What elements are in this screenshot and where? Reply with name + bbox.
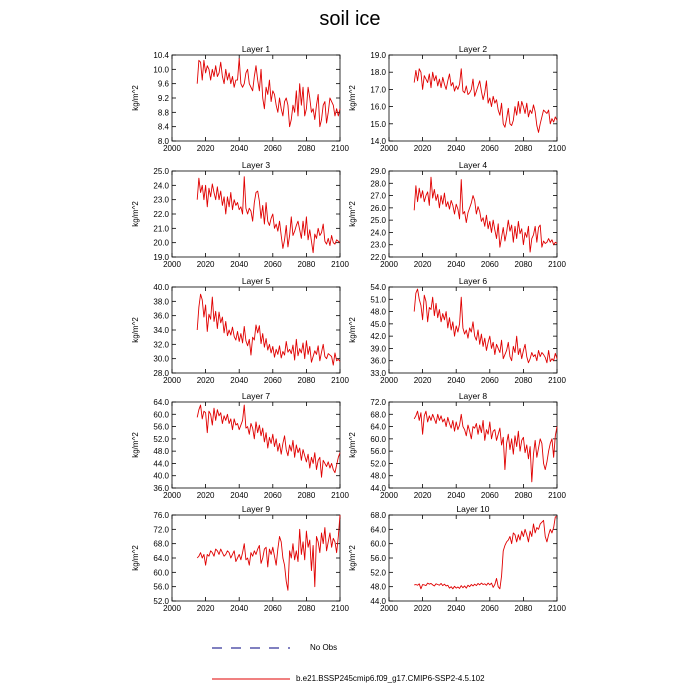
y-tick-label: 36.0 [370,356,386,366]
y-axis-label: kg/m^2 [131,201,140,227]
panel-title: Layer 10 [456,504,490,514]
panel-title: Layer 2 [458,44,488,54]
figure-title: soil ice [319,8,381,30]
y-tick-label: 60.0 [153,410,169,420]
y-tick-label: 19.0 [153,253,169,262]
x-tick-label: 2020 [413,260,432,269]
x-tick-label: 2000 [163,260,181,269]
x-tick-label: 2060 [480,260,499,269]
series-line [197,177,340,253]
x-tick-label: 2060 [263,376,282,385]
x-tick-label: 2040 [447,144,466,153]
legend-no-obs-swatch [212,645,292,651]
y-tick-label: 10.0 [153,65,169,75]
x-tick-label: 2000 [163,144,181,153]
x-tick-label: 2000 [380,491,398,500]
y-tick-label: 60.0 [153,568,169,578]
y-tick-label: 40.0 [153,283,169,292]
x-tick-label: 2020 [196,604,215,613]
y-tick-label: 27.0 [370,191,386,201]
y-tick-label: 52.0 [370,459,386,469]
y-tick-label: 64.0 [153,554,169,563]
y-tick-label: 9.2 [157,94,169,103]
panel-9 [131,504,349,613]
x-tick-label: 2040 [230,260,249,269]
y-tick-label: 23.0 [370,240,386,250]
series-line [197,515,340,590]
x-tick-label: 2040 [447,376,466,385]
y-tick-label: 18.0 [370,68,386,78]
x-tick-label: 2060 [263,144,282,153]
x-tick-label: 2080 [514,376,533,385]
y-tick-label: 68.0 [370,511,386,520]
x-tick-label: 2080 [297,144,316,153]
panel-title: Layer 9 [241,504,271,514]
series-line [414,289,557,363]
x-tick-label: 2060 [480,491,499,500]
x-tick-label: 2100 [331,491,349,500]
y-tick-label: 48.0 [370,307,386,317]
y-tick-label: 25.0 [370,216,386,226]
y-tick-label: 72.0 [370,398,386,407]
panel-title: Layer 5 [241,276,271,286]
x-tick-label: 2080 [297,260,316,269]
panel-title: Layer 4 [458,160,488,170]
x-tick-label: 2000 [163,604,181,613]
x-tick-label: 2040 [230,491,249,500]
x-tick-label: 2100 [548,491,566,500]
series-line [414,517,557,589]
y-tick-label: 25.0 [153,167,169,176]
x-tick-label: 2020 [413,376,432,385]
panel-frame [389,55,557,141]
y-tick-label: 21.0 [153,224,169,234]
panel-frame [172,402,340,488]
x-tick-label: 2060 [263,604,282,613]
x-tick-label: 2080 [514,260,533,269]
y-tick-label: 10.4 [153,51,169,60]
y-tick-label: 64.0 [153,398,169,407]
y-axis-label: kg/m^2 [348,201,357,227]
x-tick-label: 2020 [196,491,215,500]
panel-title: Layer 8 [458,391,488,401]
y-axis-label: kg/m^2 [131,317,140,343]
y-tick-label: 60.0 [370,434,386,444]
series-line [414,411,557,482]
x-tick-label: 2060 [263,260,282,269]
y-tick-label: 9.6 [157,79,169,89]
panel-4 [348,160,566,269]
x-tick-label: 2020 [413,144,432,153]
x-tick-label: 2080 [297,604,316,613]
y-tick-label: 14.0 [370,137,386,146]
y-tick-label: 19.0 [370,51,386,60]
panel-3 [131,160,349,269]
y-tick-label: 36.0 [153,484,169,493]
series-line [197,59,340,127]
x-tick-label: 2040 [447,604,466,613]
y-tick-label: 72.0 [153,525,169,535]
y-tick-label: 48.0 [153,447,169,457]
y-tick-label: 24.0 [370,228,386,238]
y-tick-label: 76.0 [153,511,169,520]
y-tick-label: 22.0 [370,253,386,262]
x-tick-label: 2040 [230,144,249,153]
x-tick-label: 2000 [163,491,181,500]
x-tick-label: 2100 [548,144,566,153]
y-axis-label: kg/m^2 [348,317,357,343]
x-tick-label: 2060 [480,604,499,613]
y-tick-label: 30.0 [153,354,169,364]
y-tick-label: 51.0 [370,295,386,305]
panel-title: Layer 7 [241,391,271,401]
x-tick-label: 2080 [297,491,316,500]
x-tick-label: 2020 [413,604,432,613]
y-tick-label: 56.0 [370,447,386,457]
y-tick-label: 8.0 [157,137,169,146]
series-line [414,69,557,133]
y-axis-label: kg/m^2 [348,432,357,458]
panel-title: Layer 3 [241,160,271,170]
y-tick-label: 29.0 [370,167,386,176]
panel-frame [389,287,557,373]
y-axis-label: kg/m^2 [131,432,140,458]
panel-7 [131,391,349,500]
x-tick-label: 2000 [380,260,398,269]
x-tick-label: 2000 [380,144,398,153]
y-tick-label: 38.0 [153,297,169,307]
y-tick-label: 56.0 [153,422,169,432]
panel-6 [348,276,566,385]
panel-title: Layer 1 [241,44,271,54]
series-line [197,294,340,365]
panel-frame [389,171,557,257]
y-tick-label: 15.0 [370,119,386,129]
panel-frame [172,171,340,257]
y-tick-label: 28.0 [370,179,386,189]
y-tick-label: 52.0 [153,434,169,444]
y-tick-label: 8.4 [157,122,169,132]
legend-no-obs-label: No Obs [310,643,338,652]
y-tick-label: 34.0 [153,326,169,335]
y-tick-label: 45.0 [370,319,386,329]
x-tick-label: 2040 [447,260,466,269]
y-axis-label: kg/m^2 [131,545,140,571]
y-tick-label: 28.0 [153,369,169,378]
y-tick-label: 23.0 [153,195,169,205]
panel-2 [348,44,566,153]
y-axis-label: kg/m^2 [131,85,140,111]
x-tick-label: 2100 [548,376,566,385]
y-tick-label: 8.8 [157,108,169,118]
x-tick-label: 2080 [297,376,316,385]
y-tick-label: 68.0 [370,410,386,420]
y-tick-label: 42.0 [370,332,386,342]
x-tick-label: 2100 [548,604,566,613]
y-tick-label: 20.0 [153,238,169,248]
y-tick-label: 68.0 [153,539,169,549]
x-tick-label: 2000 [380,604,398,613]
y-tick-label: 56.0 [370,554,386,563]
y-tick-label: 64.0 [370,422,386,432]
x-tick-label: 2060 [263,491,282,500]
x-tick-label: 2040 [447,491,466,500]
x-tick-label: 2020 [196,260,215,269]
y-tick-label: 33.0 [370,369,386,378]
y-tick-label: 52.0 [370,568,386,578]
x-tick-label: 2040 [230,604,249,613]
x-tick-label: 2100 [331,260,349,269]
x-tick-label: 2100 [331,604,349,613]
y-tick-label: 64.0 [370,525,386,535]
y-tick-label: 26.0 [370,203,386,213]
x-tick-label: 2000 [380,376,398,385]
panel-5 [131,276,349,385]
panel-title: Layer 6 [458,276,488,286]
series-line [414,177,557,252]
x-tick-label: 2040 [230,376,249,385]
y-tick-label: 39.0 [370,344,386,354]
x-tick-label: 2020 [196,144,215,153]
y-tick-label: 44.0 [153,459,169,469]
y-tick-label: 52.0 [153,597,169,606]
x-tick-label: 2000 [163,376,181,385]
x-tick-label: 2060 [480,376,499,385]
y-tick-label: 48.0 [370,471,386,481]
x-tick-label: 2100 [548,260,566,269]
panel-1 [131,44,349,153]
y-tick-label: 32.0 [153,340,169,350]
y-tick-label: 36.0 [153,311,169,321]
y-tick-label: 44.0 [370,597,386,606]
x-tick-label: 2020 [196,376,215,385]
legend-run-label: b.e21.BSSP245cmip6.f09_g17.CMIP6-SSP2-4.5.102 [296,674,485,683]
x-tick-label: 2060 [480,144,499,153]
y-tick-label: 22.0 [153,210,169,219]
x-tick-label: 2080 [514,604,533,613]
y-axis-label: kg/m^2 [348,85,357,111]
y-tick-label: 40.0 [153,471,169,481]
panel-10 [348,504,566,613]
y-tick-label: 17.0 [370,85,386,95]
panel-frame [389,515,557,601]
panel-8 [348,391,566,500]
y-tick-label: 54.0 [370,283,386,292]
legend-run-swatch [212,676,292,682]
x-tick-label: 2100 [331,376,349,385]
x-tick-label: 2080 [514,144,533,153]
x-tick-label: 2080 [514,491,533,500]
y-axis-label: kg/m^2 [348,545,357,571]
y-tick-label: 44.0 [370,484,386,493]
series-line [197,405,340,477]
y-tick-label: 48.0 [370,582,386,592]
y-tick-label: 60.0 [370,539,386,549]
y-tick-label: 16.0 [370,102,386,112]
y-tick-label: 24.0 [153,181,169,191]
x-tick-label: 2100 [331,144,349,153]
y-tick-label: 56.0 [153,582,169,592]
x-tick-label: 2020 [413,491,432,500]
